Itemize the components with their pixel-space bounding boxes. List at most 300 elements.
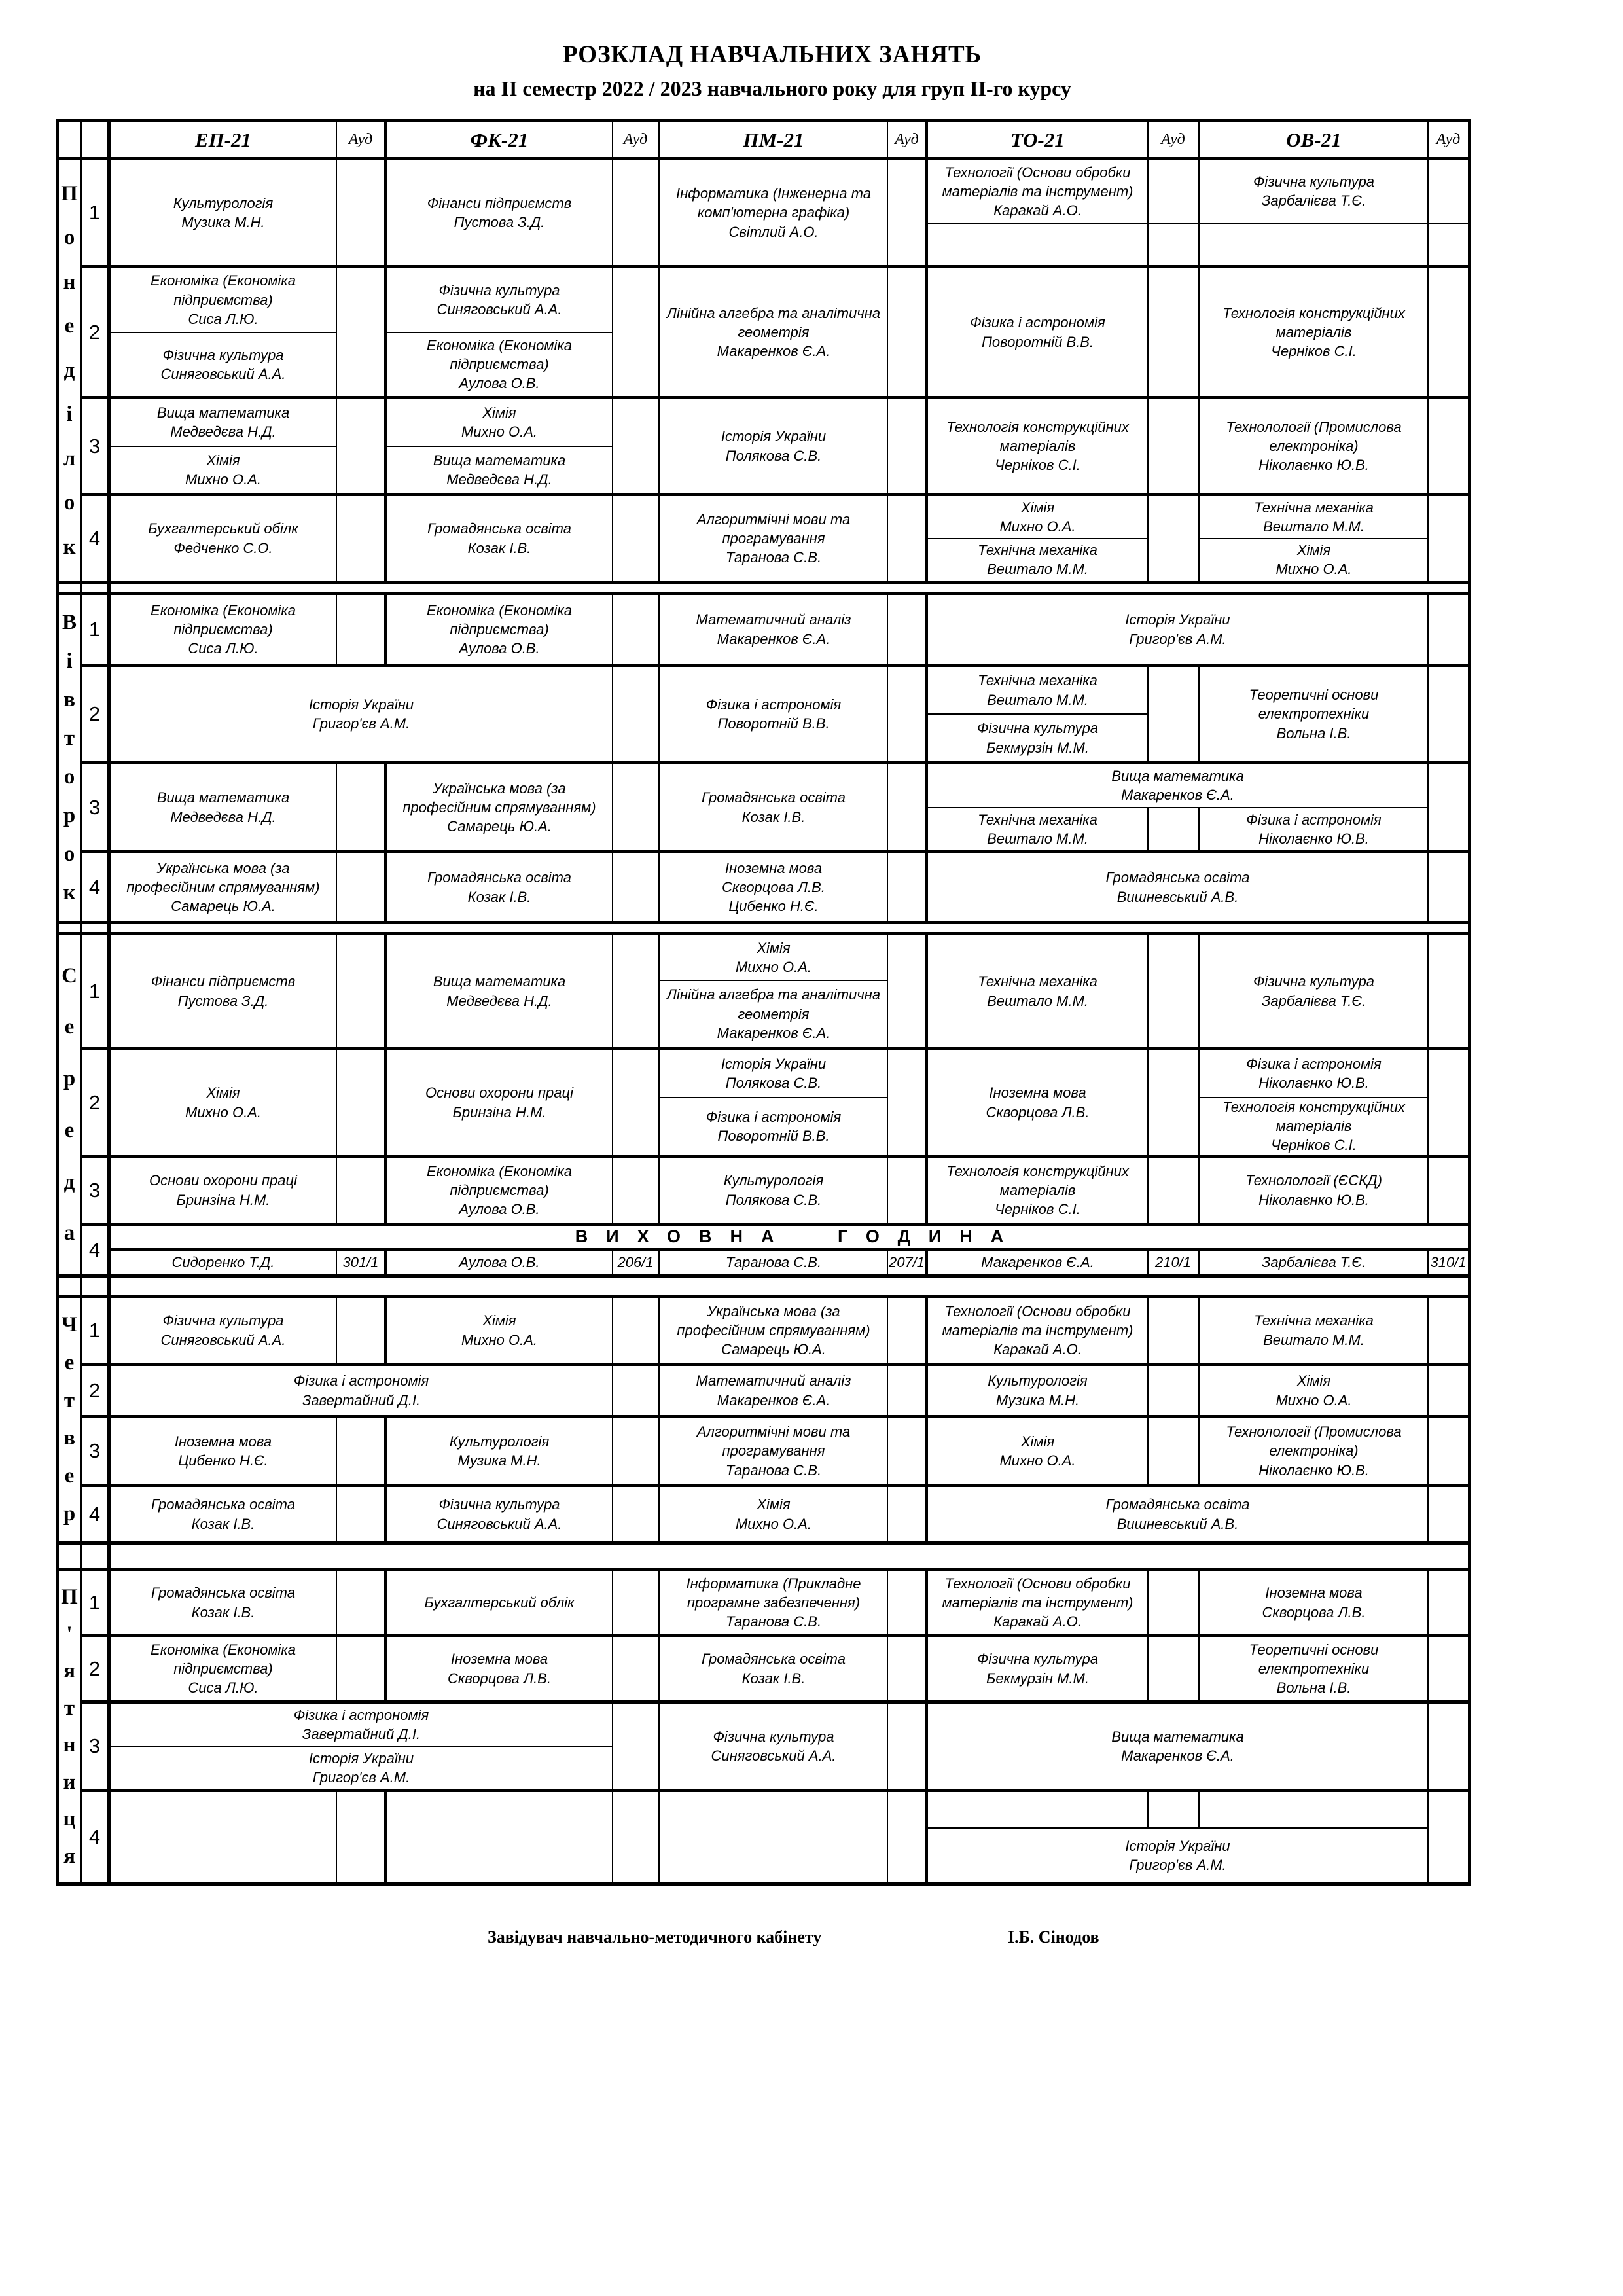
group-header-ОВ-21: ОВ-21	[1200, 122, 1429, 157]
teacher-name: Бринзіна Н.М.	[176, 1191, 270, 1208]
lesson-entry	[928, 853, 1427, 921]
empty-cell	[337, 160, 384, 265]
subject-line: 210/1	[1154, 1254, 1192, 1271]
day-periods	[82, 595, 1468, 921]
lesson-entry	[660, 853, 887, 921]
schedule-cell	[387, 935, 613, 1047]
lesson-entry	[111, 496, 336, 581]
day-letter: е	[64, 1118, 75, 1142]
day-letter: к	[63, 881, 76, 905]
teacher-name: Аулова О.В.	[459, 640, 540, 657]
subject-line: Технологія конструкційних	[1222, 304, 1405, 321]
empty-cell	[1429, 1418, 1468, 1484]
subject-line: Фізична культура	[438, 282, 560, 298]
schedule-cell	[337, 1158, 387, 1223]
empty-cell	[1429, 1571, 1468, 1634]
day-letter: н	[63, 270, 76, 294]
day-letter: а	[63, 1221, 75, 1246]
schedule-cell	[928, 808, 1149, 851]
day-block	[59, 595, 1468, 921]
subject-line: Аулова О.В.	[459, 1254, 540, 1271]
teacher-name: Вештало М.М.	[987, 561, 1088, 578]
teacher-name: Вештало М.М.	[1263, 518, 1364, 535]
subject-line: Громадянська освіта	[427, 520, 572, 537]
teacher-name: Макаренков Є.А.	[717, 343, 830, 360]
subject-line: Громадянська освіта	[1105, 869, 1250, 886]
lesson-entry	[928, 1158, 1147, 1223]
empty-cell	[613, 667, 658, 761]
subject-line: геометрія	[738, 323, 810, 340]
empty-cell	[613, 268, 658, 396]
subject-line: програмне забезпечення)	[687, 1594, 861, 1611]
schedule-cell	[1429, 1050, 1468, 1155]
schedule-cell	[888, 1792, 928, 1882]
empty-cell	[888, 1637, 925, 1700]
empty-cell	[613, 1792, 658, 1882]
empty-cell	[888, 1418, 925, 1484]
lesson-entry	[111, 1366, 612, 1415]
schedule-cell	[928, 1792, 1429, 1882]
period-row	[82, 396, 1468, 493]
lesson-entry	[1200, 1637, 1427, 1700]
subject-line: Хімія	[482, 1312, 516, 1329]
schedule-cell	[1429, 853, 1468, 921]
subject-line: Культурологія	[449, 1433, 550, 1450]
teacher-name: Вишневський А.В.	[1116, 1515, 1239, 1532]
subject-line: Вища математика	[156, 404, 290, 421]
schedule-cell	[111, 1226, 1468, 1274]
empty-cell	[613, 764, 658, 850]
subject-line: Фізична культура	[1253, 173, 1375, 190]
day-letter: е	[64, 1464, 75, 1488]
schedule-cell	[888, 935, 928, 1047]
teacher-name: Полякова С.В.	[725, 447, 822, 464]
schedule-cell	[387, 1792, 613, 1882]
teacher-name: Полякова С.В.	[725, 1191, 822, 1208]
teacher-name: Михно О.А.	[1275, 561, 1352, 578]
schedule-cell	[613, 268, 660, 396]
lesson-entry	[928, 1366, 1147, 1415]
teacher-name: Черніков С.І.	[1271, 1137, 1357, 1154]
day-letter: д	[63, 1170, 75, 1194]
schedule-cell	[613, 1251, 660, 1274]
subject-line: Фізична культура	[1253, 973, 1375, 990]
lesson-entry	[1200, 1097, 1427, 1155]
schedule-cell	[888, 399, 928, 493]
period-number: 4	[82, 1226, 111, 1274]
schedule-cell	[1200, 399, 1429, 493]
subject-line: Фізика і астрономія	[705, 696, 842, 713]
subject-line: 301/1	[342, 1254, 379, 1271]
teacher-name: Козак І.В.	[191, 1515, 255, 1532]
schedule-cell	[387, 853, 613, 921]
period-number: 4	[82, 853, 111, 921]
lesson-entry	[387, 1158, 612, 1223]
lesson-entry	[1200, 935, 1427, 1047]
teacher-name: Козак І.В.	[741, 1670, 806, 1687]
subject-line: Теоретичні основи	[1249, 1641, 1379, 1658]
schedule-cell	[888, 1298, 928, 1363]
teacher-name: Козак І.В.	[467, 539, 531, 556]
teacher-name: Каракай А.О.	[993, 202, 1082, 219]
lesson-entry	[387, 595, 612, 664]
schedule-cell	[613, 1298, 660, 1363]
empty-cell	[928, 1792, 1149, 1827]
subject-line: Історія України	[721, 1056, 827, 1073]
lesson-entry	[1200, 1418, 1427, 1484]
teacher-name: Синяговський А.А.	[160, 1331, 286, 1348]
period-row	[82, 1363, 1468, 1415]
empty-cell	[613, 1704, 658, 1789]
schedule-cell	[660, 160, 888, 265]
separator-period-stub	[82, 1545, 111, 1568]
schedule-cell	[1429, 1251, 1468, 1274]
schedule-cell	[888, 1637, 928, 1700]
subject-line: комп'ютерна графіка)	[697, 204, 850, 221]
schedule-cell	[660, 1637, 888, 1700]
period-number: 2	[82, 1366, 111, 1415]
schedule-cell	[928, 1418, 1149, 1484]
subject-line: підприємства)	[450, 356, 549, 373]
lesson-entry	[111, 268, 336, 332]
schedule-cell	[1149, 268, 1200, 396]
schedule-cell	[613, 1050, 660, 1155]
empty-cell	[1429, 268, 1468, 396]
lesson-entry	[660, 160, 887, 265]
schedule-cell	[1429, 1418, 1468, 1484]
empty-cell	[1429, 1487, 1468, 1541]
separator-period-stub	[82, 1278, 111, 1295]
subject-line: Громадянська освіта	[701, 1651, 846, 1668]
empty-cell	[1429, 223, 1468, 265]
period-row	[82, 160, 1468, 265]
schedule-cell	[337, 935, 387, 1047]
schedule-cell	[660, 1487, 888, 1541]
lesson-entry	[660, 496, 887, 581]
subject-line: Технічна механіка	[978, 811, 1097, 828]
empty-cell	[613, 853, 658, 921]
separator-day-stub	[59, 924, 82, 932]
schedule-cell	[928, 268, 1149, 396]
teacher-name: Михно О.А.	[185, 1103, 262, 1121]
schedule-cell	[660, 268, 888, 396]
empty-cell	[613, 399, 658, 493]
empty-cell	[1149, 1158, 1198, 1223]
empty-cell	[337, 1792, 384, 1882]
subject-line: Технічна механіка	[978, 973, 1097, 990]
subject-line: матеріалів	[1275, 1118, 1352, 1135]
period-number: 1	[82, 1298, 111, 1363]
empty-cell	[888, 1158, 925, 1223]
aud-header: Ауд	[337, 122, 387, 157]
teacher-name: Світлий А.О.	[728, 223, 819, 240]
empty-cell	[888, 1366, 925, 1415]
schedule-cell	[387, 1418, 613, 1484]
day-label	[59, 1298, 82, 1541]
teacher-name: Вештало М.М.	[987, 992, 1088, 1009]
day-periods	[82, 1571, 1468, 1882]
teacher-name: Медведєва Н.Д.	[170, 423, 276, 440]
subject-line: електротехніки	[1258, 1660, 1370, 1677]
schedule-cell	[1149, 1366, 1200, 1415]
empty-cell	[1200, 1792, 1427, 1827]
subject-line: підприємства)	[173, 620, 273, 637]
period-number: 1	[82, 1571, 111, 1634]
schedule-cell	[337, 1637, 387, 1700]
lesson-entry	[111, 1050, 336, 1155]
day-letter: В	[62, 611, 77, 634]
schedule-cell	[613, 764, 660, 850]
lesson-entry	[660, 935, 887, 980]
empty-cell	[1149, 808, 1200, 851]
lesson-entry	[1200, 1571, 1427, 1634]
separator-period-stub	[82, 584, 111, 592]
empty-cell	[1149, 268, 1198, 396]
schedule-cell	[613, 160, 660, 265]
schedule-cell	[660, 595, 888, 664]
empty-cell	[888, 268, 925, 396]
schedule-cell	[928, 1637, 1149, 1700]
empty-cell	[337, 935, 384, 1047]
lesson-entry	[928, 595, 1427, 664]
separator-body	[111, 1278, 1468, 1295]
lesson-entry	[111, 1637, 336, 1700]
header-period-spacer	[82, 122, 111, 157]
lesson-entry	[660, 980, 887, 1047]
teacher-name: Макаренков Є.А.	[717, 1024, 830, 1041]
subject-line: підприємства)	[450, 620, 549, 637]
teacher-name: Ніколаєнко Ю.В.	[1258, 1075, 1369, 1092]
schedule-cell	[928, 1158, 1149, 1223]
period-number: 1	[82, 160, 111, 265]
schedule-cell	[1149, 1298, 1200, 1363]
teacher-name: Сиса Л.Ю.	[188, 1679, 259, 1696]
schedule-cell	[1429, 1487, 1468, 1541]
schedule-cell	[660, 1050, 888, 1155]
empty-cell	[928, 223, 1147, 265]
schedule-cell	[111, 1298, 337, 1363]
schedule-cell	[1429, 496, 1468, 581]
empty-cell	[1429, 1704, 1468, 1789]
schedule-cell	[888, 1050, 928, 1155]
schedule-cell	[1200, 1366, 1429, 1415]
teacher-name: Макаренков Є.А.	[717, 630, 830, 647]
lesson-entry	[660, 1097, 887, 1155]
empty-cell	[337, 764, 384, 850]
schedule-cell	[111, 496, 337, 581]
teacher-name: Ніколаєнко Ю.В.	[1258, 830, 1369, 847]
teacher-name: Синяговський А.А.	[437, 301, 562, 318]
subject-line: підприємства)	[173, 1660, 273, 1677]
schedule-cell	[387, 595, 613, 664]
lesson-entry	[1200, 667, 1427, 761]
schedule-cell	[613, 399, 660, 493]
schedule-cell	[1429, 160, 1468, 265]
subject-line: Культурологія	[173, 194, 274, 211]
lesson-entry	[111, 332, 336, 397]
teacher-name: Завертайний Д.І.	[302, 1726, 421, 1742]
empty-cell	[1149, 1637, 1198, 1700]
group-header-ТО-21: ТО-21	[928, 122, 1149, 157]
schedule-cell	[1200, 496, 1429, 581]
subject-line: Алгоритмічні мови та	[696, 1424, 851, 1441]
schedule-cell	[613, 1487, 660, 1541]
lesson-entry	[111, 595, 336, 664]
schedule-cell	[337, 1050, 387, 1155]
lesson-entry	[928, 496, 1147, 538]
teacher-name: Ніколаєнко Ю.В.	[1258, 1462, 1369, 1479]
teacher-name: Михно О.А.	[461, 1331, 538, 1348]
lesson-entry	[387, 1050, 612, 1155]
schedule-cell	[888, 1366, 928, 1415]
schedule-cell	[888, 595, 928, 664]
lesson-entry	[928, 1827, 1427, 1882]
subject-line: Технолології (ЄСКД)	[1245, 1172, 1382, 1189]
empty-cell	[337, 496, 384, 581]
subject-line: Технічна механіка	[978, 542, 1097, 558]
teacher-name: Скворцова Л.В.	[986, 1103, 1090, 1121]
lesson-entry	[111, 1226, 1468, 1248]
subject-line: Іноземна мова	[450, 1651, 548, 1668]
subject-line: Хімія	[757, 1496, 791, 1513]
title-line2: на ІІ семестр 2022 / 2023 навчального року для груп ІІ-го курсу	[473, 77, 1071, 100]
schedule-cell	[928, 1298, 1149, 1363]
schedule-cell	[111, 1704, 613, 1789]
lesson-entry	[387, 935, 612, 1047]
day-letter: р	[63, 1067, 76, 1091]
subject-line: матеріалів та інструмент)	[942, 1594, 1133, 1611]
schedule-cell	[660, 399, 888, 493]
lesson-entry	[928, 1050, 1147, 1155]
day-label	[59, 160, 82, 581]
teacher-name: Цибенко Н.Є.	[178, 1452, 268, 1469]
schedule-cell	[387, 160, 613, 265]
teacher-name: Таранова С.В.	[725, 1462, 822, 1479]
teacher-name: Бекмурзін М.М.	[986, 739, 1089, 756]
empty-cell	[613, 1366, 658, 1415]
schedule-cell	[660, 935, 888, 1047]
teacher-name: Сиса Л.Ю.	[188, 640, 259, 657]
subject-line: Економіка (Економіка	[427, 336, 572, 353]
aud-header: Ауд	[1149, 122, 1200, 157]
subject-line: Культурологія	[988, 1372, 1088, 1390]
teacher-name: Григор'єв А.М.	[1129, 1857, 1226, 1874]
empty-cell	[1429, 1637, 1468, 1700]
empty-cell	[1429, 1158, 1468, 1223]
subject-line: програмування	[722, 1443, 825, 1460]
lesson-entry	[1200, 268, 1427, 396]
schedule-cell	[1149, 1637, 1200, 1700]
day-letter: і	[66, 649, 73, 673]
empty-cell	[337, 1418, 384, 1484]
subject-line: Історія України	[1125, 1837, 1230, 1854]
period-row	[82, 1789, 1468, 1882]
day-block	[59, 935, 1468, 1274]
title-line1: РОЗКЛАД НАВЧАЛЬНИХ ЗАНЯТЬ	[562, 41, 982, 68]
lesson-entry	[660, 1050, 887, 1097]
day-letter: к	[63, 535, 76, 559]
subject-line: Основи охорони праці	[149, 1172, 297, 1189]
subject-line: Громадянська освіта	[151, 1585, 296, 1602]
teacher-name: Козак І.В.	[191, 1604, 255, 1621]
subject-line: Хімія	[1020, 1433, 1055, 1450]
sub-row	[928, 1792, 1427, 1827]
lesson-entry	[660, 1487, 887, 1541]
empty-cell	[1429, 1366, 1468, 1415]
schedule-cell	[1429, 1298, 1468, 1363]
teacher-name: Музика М.Н.	[457, 1452, 541, 1469]
empty-cell	[1149, 399, 1198, 493]
subject-line: Хімія	[757, 939, 791, 956]
schedule-cell	[337, 1251, 387, 1274]
subject-line: Іноземна мова	[174, 1433, 272, 1450]
day-letter: д	[63, 358, 75, 382]
lesson-entry	[387, 1637, 612, 1700]
schedule-cell	[1149, 1571, 1200, 1634]
period-number: 1	[82, 595, 111, 664]
teacher-name: Медведєва Н.Д.	[170, 808, 276, 825]
lesson-entry	[111, 935, 336, 1047]
subject-line: Економіка (Економіка	[151, 1641, 296, 1658]
schedule-cell	[613, 1571, 660, 1634]
day-label	[59, 595, 82, 921]
schedule-cell	[888, 853, 928, 921]
empty-cell	[1429, 764, 1468, 850]
empty-cell	[888, 1050, 925, 1155]
lesson-entry	[111, 399, 336, 446]
period-row	[82, 1047, 1468, 1155]
schedule-cell	[1200, 667, 1429, 761]
schedule-cell	[1200, 935, 1429, 1047]
lesson-entry	[111, 1418, 336, 1484]
empty-cell	[337, 1571, 384, 1634]
subject-line: Технічна механіка	[1254, 499, 1374, 516]
subject-line: Історія України	[721, 428, 827, 445]
empty-cell	[1429, 1050, 1468, 1155]
schedule-cell	[337, 1298, 387, 1363]
empty-cell	[888, 853, 925, 921]
lesson-entry	[111, 853, 336, 921]
teacher-name: Скворцова Л.В.	[448, 1670, 551, 1687]
lesson-entry	[1200, 1158, 1427, 1223]
subject-line: Технології (Основи обробки	[944, 164, 1131, 181]
lesson-entry	[1200, 496, 1427, 538]
subject-line: Економіка (Економіка	[427, 1162, 572, 1179]
period-number: 3	[82, 1158, 111, 1223]
subject-line: Лінійна алгебра та аналітична	[666, 986, 881, 1003]
teacher-name: Пустова З.Д.	[454, 214, 545, 230]
teacher-name: Музика М.Н.	[995, 1391, 1080, 1408]
teacher-name: Вештало М.М.	[1263, 1331, 1364, 1348]
schedule-cell	[1149, 667, 1200, 761]
schedule-cell	[111, 1792, 337, 1882]
period-row	[82, 595, 1468, 664]
lesson-entry	[928, 538, 1147, 581]
subject-line: Іноземна мова	[724, 859, 823, 876]
lesson-entry	[387, 1298, 612, 1363]
teacher-name: Вольна І.В.	[1276, 1679, 1351, 1696]
schedule-cell	[387, 1298, 613, 1363]
schedule-cell	[660, 1298, 888, 1363]
schedule-cell	[387, 1158, 613, 1223]
subject-line: Хімія	[206, 1085, 240, 1102]
sub-row	[928, 807, 1427, 851]
day-letter: н	[63, 1733, 76, 1757]
day-separator	[59, 1274, 1468, 1298]
subject-line: Історія України	[308, 696, 414, 713]
lesson-entry	[928, 1487, 1427, 1541]
lesson-entry	[387, 496, 612, 581]
